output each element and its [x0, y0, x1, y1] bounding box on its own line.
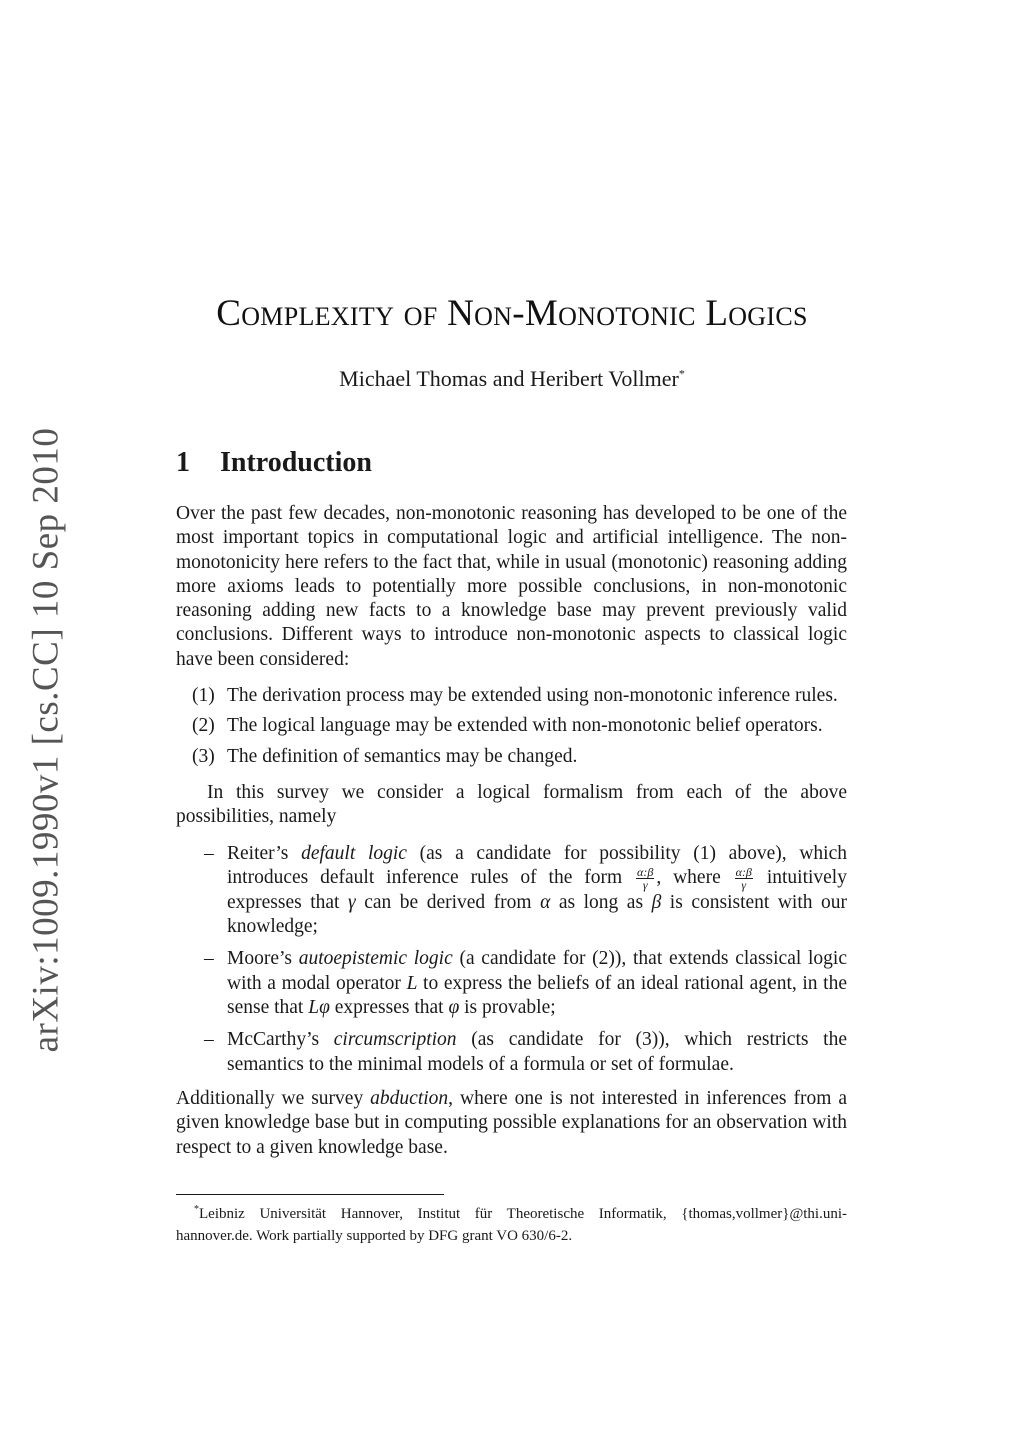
author-footnote-mark: * [678, 366, 685, 381]
text-run: , where one is not interested in inferences from a given knowledge base but in computing possible explanations for an observation with respect to a given knowledge base. [176, 1087, 847, 1158]
footnote-text: Leibniz Universität Hannover, Institut für Theoretische Informatik, {thomas,vollmer}@thi.uni-hannover.de. Work partially supported by DFG grant VO 630/6-2. [176, 1206, 847, 1244]
text-run: Moore’s [227, 948, 299, 970]
approach-text: The logical language may be extended with non-monotonic belief operators. [227, 715, 823, 737]
body-text [176, 502, 847, 1160]
term-circumscription: circumscription [333, 1029, 457, 1051]
footnote [176, 1199, 847, 1247]
approach-list [176, 684, 847, 769]
text-run: is provable; [459, 997, 556, 1019]
text-run: to express the beliefs of an ideal rational agent, in the sense that [227, 972, 847, 1019]
text-run: McCarthy’s [227, 1029, 334, 1051]
term-default-logic: default logic [301, 842, 407, 864]
formalism-item-autoepistemic-logic [176, 947, 847, 1020]
text-run: can be derived from [355, 891, 541, 913]
arxiv-stamp-text: arXiv:1009.1990v1 [cs.CC] 10 Sep 2010 [25, 427, 67, 1053]
fraction-denominator: γ [642, 877, 648, 892]
math-symbol: γ [348, 891, 356, 913]
text-run: intuitively expresses that [227, 866, 847, 913]
paper-title: Complexity of Non-Monotonic Logics [216, 293, 808, 334]
approach-label: (2) [192, 715, 215, 737]
math-symbol: φ [448, 997, 460, 1019]
text-run: expresses that [329, 997, 449, 1019]
approach-item [176, 745, 847, 769]
abduction-paragraph [176, 1087, 847, 1160]
text-run: (as a candidate for possibility (1) above), which introduces default inference rules of the form [227, 842, 847, 888]
formalism-list [176, 842, 847, 1077]
text-run: Reiter’s [227, 842, 302, 864]
fraction-numerator: α:β [637, 864, 654, 879]
authors-names: Michael Thomas and Heribert Vollmer [339, 366, 679, 391]
footnote-rule [176, 1194, 444, 1195]
fraction-numerator: α:β [735, 864, 752, 879]
section-heading [176, 447, 372, 479]
section-title: Introduction [220, 447, 372, 478]
text-run: (a candidate for (2)), that extends classical logic with a modal operator [227, 948, 847, 994]
text-run: Additionally we survey [176, 1087, 371, 1109]
section-number: 1 [176, 447, 190, 478]
footnote-mark: * [194, 1204, 199, 1215]
formalism-item-default-logic [176, 842, 847, 940]
dash-bullet: – [204, 948, 214, 970]
text-run: is consistent with our knowledge; [227, 891, 848, 938]
dash-bullet: – [204, 1029, 214, 1051]
term-autoepistemic-logic: autoepistemic logic [298, 948, 453, 970]
text-run: , where [656, 866, 733, 888]
math-symbol: α [540, 891, 551, 913]
formalism-item-circumscription [176, 1028, 847, 1077]
approach-text: The derivation process may be extended using non-monotonic inference rules. [227, 685, 838, 707]
approach-text: The definition of semantics may be changed. [227, 745, 578, 767]
text-run: (as candidate for (3)), which restricts the semantics to the minimal models of a formula or set of formulae. [227, 1029, 847, 1075]
default-rule-fraction [735, 866, 753, 891]
fraction-denominator: γ [741, 877, 747, 892]
survey-paragraph: In this survey we consider a logical formalism from each of the above possibilities, namely [176, 781, 847, 828]
math-symbol: Lφ [308, 997, 330, 1019]
default-rule-fraction [636, 866, 654, 891]
intro-paragraph: Over the past few decades, non-monotonic reasoning has developed to be one of the most important topics in computational logic and artificial intelligence. The non-monotonicity here refers to the fact that, while in usual (monotonic) reasoning adding more axioms leads to potentially more possible conclusions, in non-monotonic reasoning adding new facts to a knowledge base may prevent previously valid conclusions. Different ways to introduce non-monotonic aspects to classical logic have been considered: [176, 503, 847, 670]
authors-line [0, 366, 1024, 392]
math-symbol: L [406, 972, 418, 994]
dash-bullet: – [204, 842, 214, 864]
math-symbol: β [651, 891, 662, 913]
term-abduction: abduction [370, 1087, 449, 1109]
approach-label: (1) [192, 685, 215, 707]
approach-item [176, 714, 847, 738]
approach-item [176, 684, 847, 708]
text-run: as long as [550, 891, 652, 913]
approach-label: (3) [192, 745, 215, 767]
arxiv-stamp [16, 427, 76, 1053]
